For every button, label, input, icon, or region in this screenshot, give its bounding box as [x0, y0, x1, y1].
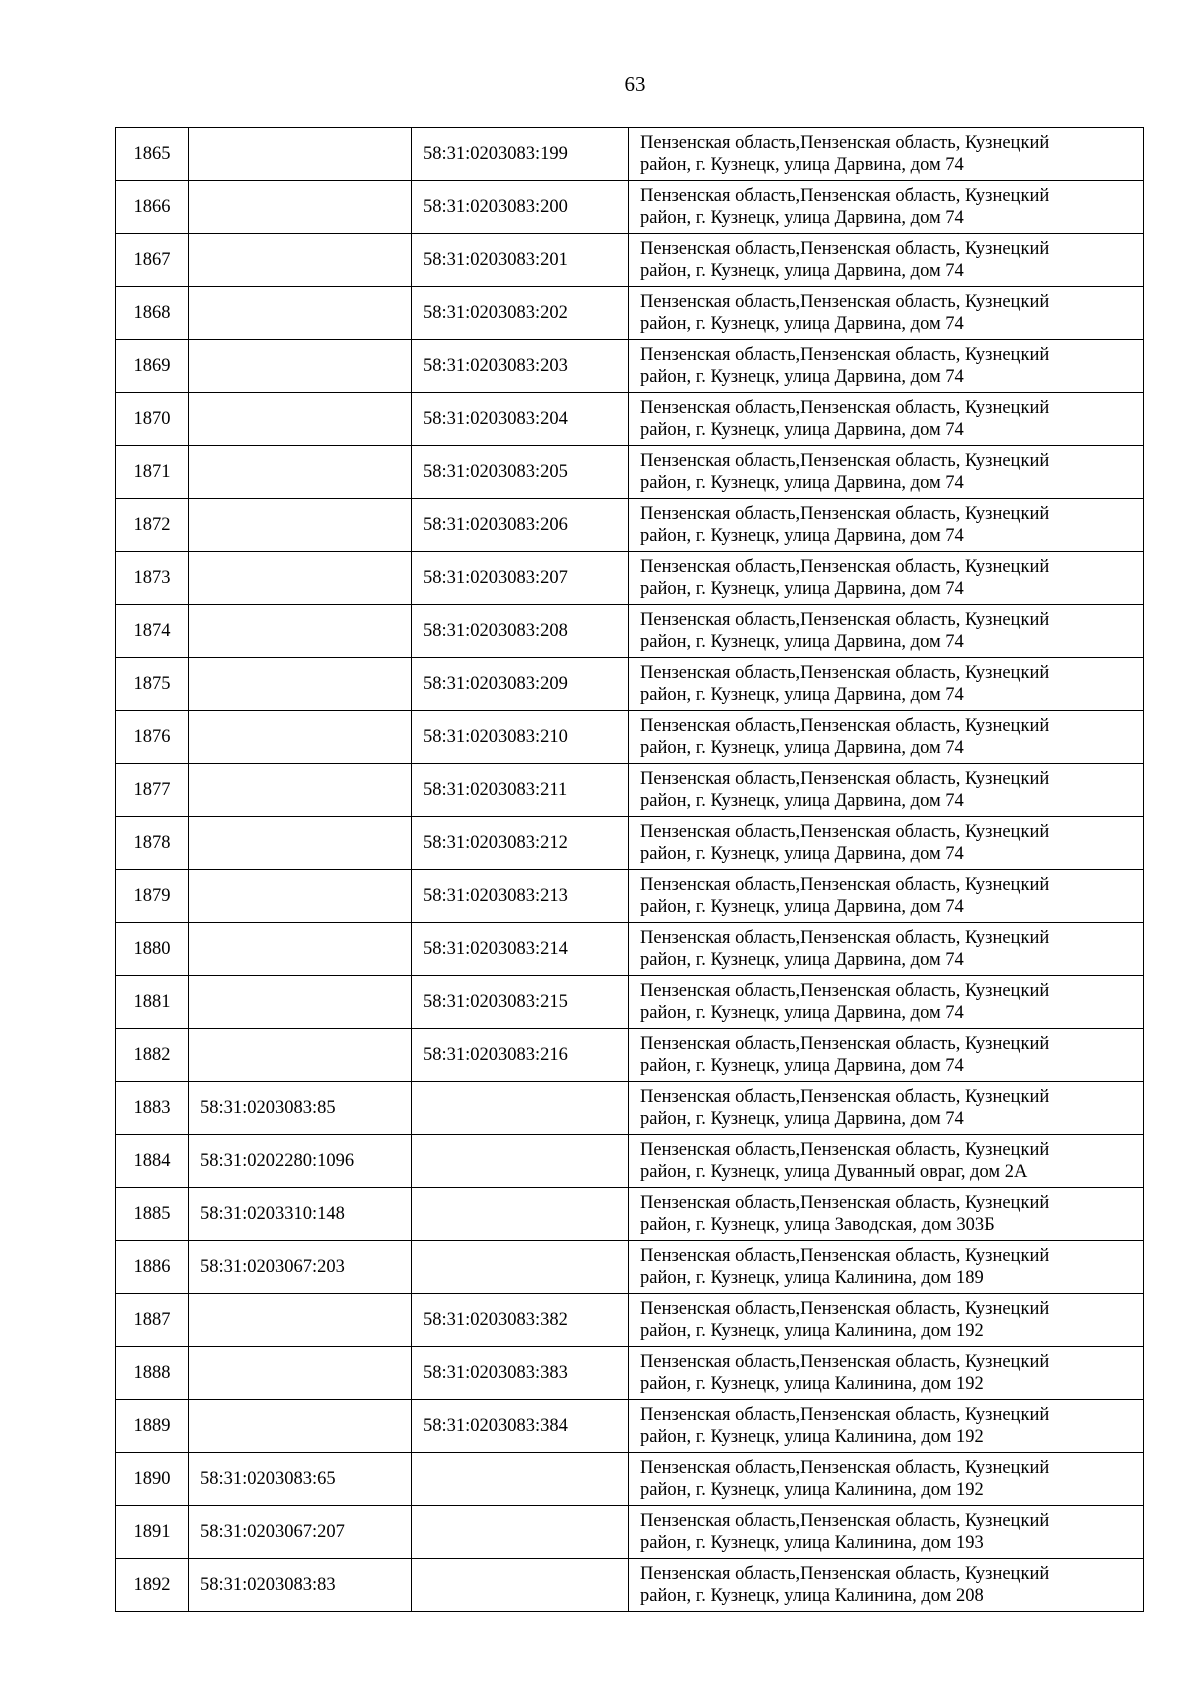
related-cadastral-number-cell: 58:31:0203083:201 — [412, 234, 629, 287]
row-number-cell: 1883 — [116, 1082, 189, 1135]
address-line-2: район, г. Кузнецк, улица Дарвина, дом 74 — [640, 897, 964, 917]
related-cadastral-number-cell — [412, 1506, 629, 1559]
address-line-1: Пензенская область,Пензенская область, Кузнецкий — [640, 1087, 1050, 1107]
table-row — [116, 446, 1144, 499]
related-cadastral-number-cell: 58:31:0203083:206 — [412, 499, 629, 552]
address-cell — [629, 552, 1144, 605]
address-line-2: район, г. Кузнецк, улица Дарвина, дом 74 — [640, 1003, 964, 1023]
address-line-1: Пензенская область,Пензенская область, Кузнецкий — [640, 239, 1050, 259]
address-cell — [629, 234, 1144, 287]
address-cell — [629, 446, 1144, 499]
cadastral-number-cell — [189, 976, 412, 1029]
address-line-1: Пензенская область,Пензенская область, Кузнецкий — [640, 769, 1050, 789]
address-line-1: Пензенская область,Пензенская область, Кузнецкий — [640, 1352, 1050, 1372]
cadastral-number-cell — [189, 234, 412, 287]
cadastral-number-cell: 58:31:0203310:148 — [189, 1188, 412, 1241]
cadastral-number-cell — [189, 499, 412, 552]
address-line-1: Пензенская область,Пензенская область, Кузнецкий — [640, 398, 1050, 418]
address-line-2: район, г. Кузнецк, улица Калинина, дом 192 — [640, 1427, 984, 1447]
address-line-1: Пензенская область,Пензенская область, Кузнецкий — [640, 133, 1050, 153]
address-line-1: Пензенская область,Пензенская область, Кузнецкий — [640, 822, 1050, 842]
address-cell — [629, 499, 1144, 552]
address-line-1: Пензенская область,Пензенская область, Кузнецкий — [640, 1140, 1050, 1160]
address-line-2: район, г. Кузнецк, улица Дарвина, дом 74 — [640, 738, 964, 758]
table-row — [116, 1082, 1144, 1135]
row-number-cell: 1886 — [116, 1241, 189, 1294]
address-line-1: Пензенская область,Пензенская область, Кузнецкий — [640, 292, 1050, 312]
cadastral-number-cell: 58:31:0203067:207 — [189, 1506, 412, 1559]
related-cadastral-number-cell: 58:31:0203083:382 — [412, 1294, 629, 1347]
related-cadastral-number-cell — [412, 1082, 629, 1135]
row-number-cell: 1866 — [116, 181, 189, 234]
related-cadastral-number-cell: 58:31:0203083:200 — [412, 181, 629, 234]
table-row — [116, 1294, 1144, 1347]
table-row — [116, 764, 1144, 817]
table-row — [116, 1400, 1144, 1453]
address-line-1: Пензенская область,Пензенская область, Кузнецкий — [640, 451, 1050, 471]
address-line-2: район, г. Кузнецк, улица Дарвина, дом 74 — [640, 579, 964, 599]
row-number-cell: 1877 — [116, 764, 189, 817]
address-line-2: район, г. Кузнецк, улица Дарвина, дом 74 — [640, 473, 964, 493]
related-cadastral-number-cell: 58:31:0203083:215 — [412, 976, 629, 1029]
address-cell — [629, 1347, 1144, 1400]
address-cell — [629, 1241, 1144, 1294]
address-cell — [629, 923, 1144, 976]
address-line-1: Пензенская область,Пензенская область, Кузнецкий — [640, 1299, 1050, 1319]
table-row — [116, 287, 1144, 340]
table-row — [116, 1135, 1144, 1188]
address-line-1: Пензенская область,Пензенская область, Кузнецкий — [640, 1246, 1050, 1266]
address-line-1: Пензенская область,Пензенская область, Кузнецкий — [640, 557, 1050, 577]
table-row — [116, 870, 1144, 923]
address-cell — [629, 870, 1144, 923]
table-row — [116, 181, 1144, 234]
address-line-2: район, г. Кузнецк, улица Калинина, дом 189 — [640, 1268, 984, 1288]
related-cadastral-number-cell: 58:31:0203083:208 — [412, 605, 629, 658]
cadastral-number-cell — [189, 181, 412, 234]
related-cadastral-number-cell: 58:31:0203083:383 — [412, 1347, 629, 1400]
related-cadastral-number-cell: 58:31:0203083:211 — [412, 764, 629, 817]
row-number-cell: 1867 — [116, 234, 189, 287]
cadastral-number-cell — [189, 1029, 412, 1082]
cadastral-number-cell — [189, 923, 412, 976]
property-table — [115, 127, 1144, 1612]
row-number-cell: 1874 — [116, 605, 189, 658]
address-line-1: Пензенская область,Пензенская область, Кузнецкий — [640, 186, 1050, 206]
cadastral-number-cell — [189, 1347, 412, 1400]
related-cadastral-number-cell — [412, 1188, 629, 1241]
row-number-cell: 1891 — [116, 1506, 189, 1559]
cadastral-number-cell — [189, 870, 412, 923]
address-line-2: район, г. Кузнецк, улица Калинина, дом 193 — [640, 1533, 984, 1553]
table-row — [116, 1347, 1144, 1400]
address-line-1: Пензенская область,Пензенская область, Кузнецкий — [640, 875, 1050, 895]
address-cell — [629, 658, 1144, 711]
address-cell — [629, 1400, 1144, 1453]
address-line-1: Пензенская область,Пензенская область, Кузнецкий — [640, 1405, 1050, 1425]
address-line-2: район, г. Кузнецк, улица Дарвина, дом 74 — [640, 155, 964, 175]
address-line-1: Пензенская область,Пензенская область, Кузнецкий — [640, 1511, 1050, 1531]
row-number-cell: 1882 — [116, 1029, 189, 1082]
related-cadastral-number-cell: 58:31:0203083:199 — [412, 128, 629, 181]
address-line-2: район, г. Кузнецк, улица Дарвина, дом 74 — [640, 420, 964, 440]
address-line-2: район, г. Кузнецк, улица Дарвина, дом 74 — [640, 632, 964, 652]
address-line-2: район, г. Кузнецк, улица Дарвина, дом 74 — [640, 685, 964, 705]
address-cell — [629, 1453, 1144, 1506]
address-cell — [629, 1294, 1144, 1347]
address-line-1: Пензенская область,Пензенская область, Кузнецкий — [640, 981, 1050, 1001]
row-number-cell: 1870 — [116, 393, 189, 446]
related-cadastral-number-cell: 58:31:0203083:212 — [412, 817, 629, 870]
address-line-2: район, г. Кузнецк, улица Дарвина, дом 74 — [640, 261, 964, 281]
related-cadastral-number-cell: 58:31:0203083:209 — [412, 658, 629, 711]
table-row — [116, 1453, 1144, 1506]
table-row — [116, 1188, 1144, 1241]
table-row — [116, 340, 1144, 393]
cadastral-number-cell — [189, 552, 412, 605]
cadastral-number-cell: 58:31:0203083:83 — [189, 1559, 412, 1612]
related-cadastral-number-cell: 58:31:0203083:205 — [412, 446, 629, 499]
cadastral-number-cell: 58:31:0203083:65 — [189, 1453, 412, 1506]
address-cell — [629, 764, 1144, 817]
cadastral-number-cell — [189, 287, 412, 340]
table-row — [116, 711, 1144, 764]
address-line-1: Пензенская область,Пензенская область, Кузнецкий — [640, 1034, 1050, 1054]
related-cadastral-number-cell: 58:31:0203083:210 — [412, 711, 629, 764]
row-number-cell: 1873 — [116, 552, 189, 605]
table-row — [116, 393, 1144, 446]
row-number-cell: 1889 — [116, 1400, 189, 1453]
cadastral-number-cell: 58:31:0203067:203 — [189, 1241, 412, 1294]
cadastral-number-cell — [189, 711, 412, 764]
cadastral-number-cell — [189, 817, 412, 870]
address-line-2: район, г. Кузнецк, улица Дарвина, дом 74 — [640, 950, 964, 970]
address-cell — [629, 287, 1144, 340]
row-number-cell: 1887 — [116, 1294, 189, 1347]
related-cadastral-number-cell: 58:31:0203083:207 — [412, 552, 629, 605]
row-number-cell: 1876 — [116, 711, 189, 764]
row-number-cell: 1871 — [116, 446, 189, 499]
cadastral-number-cell — [189, 764, 412, 817]
row-number-cell: 1885 — [116, 1188, 189, 1241]
address-line-2: район, г. Кузнецк, улица Дарвина, дом 74 — [640, 1056, 964, 1076]
related-cadastral-number-cell: 58:31:0203083:203 — [412, 340, 629, 393]
table-row — [116, 1241, 1144, 1294]
table-body — [116, 128, 1144, 1612]
related-cadastral-number-cell — [412, 1135, 629, 1188]
table-row — [116, 1029, 1144, 1082]
address-line-2: район, г. Кузнецк, улица Калинина, дом 208 — [640, 1586, 984, 1606]
address-line-1: Пензенская область,Пензенская область, Кузнецкий — [640, 716, 1050, 736]
cadastral-number-cell — [189, 1294, 412, 1347]
table-row — [116, 976, 1144, 1029]
address-line-2: район, г. Кузнецк, улица Калинина, дом 192 — [640, 1480, 984, 1500]
cadastral-number-cell — [189, 1400, 412, 1453]
address-cell — [629, 340, 1144, 393]
row-number-cell: 1892 — [116, 1559, 189, 1612]
address-cell — [629, 1559, 1144, 1612]
address-line-2: район, г. Кузнецк, улица Дарвина, дом 74 — [640, 367, 964, 387]
address-cell — [629, 128, 1144, 181]
address-line-1: Пензенская область,Пензенская область, Кузнецкий — [640, 1458, 1050, 1478]
table-row — [116, 499, 1144, 552]
address-line-1: Пензенская область,Пензенская область, Кузнецкий — [640, 504, 1050, 524]
related-cadastral-number-cell — [412, 1241, 629, 1294]
address-line-2: район, г. Кузнецк, улица Дуванный овраг, дом 2А — [640, 1162, 1028, 1182]
address-line-2: район, г. Кузнецк, улица Дарвина, дом 74 — [640, 314, 964, 334]
address-cell — [629, 1082, 1144, 1135]
table-row — [116, 923, 1144, 976]
address-line-2: район, г. Кузнецк, улица Дарвина, дом 74 — [640, 791, 964, 811]
row-number-cell: 1878 — [116, 817, 189, 870]
cadastral-number-cell — [189, 605, 412, 658]
related-cadastral-number-cell — [412, 1453, 629, 1506]
address-line-2: район, г. Кузнецк, улица Заводская, дом 303Б — [640, 1215, 995, 1235]
related-cadastral-number-cell — [412, 1559, 629, 1612]
related-cadastral-number-cell: 58:31:0203083:216 — [412, 1029, 629, 1082]
table-row — [116, 605, 1144, 658]
cadastral-number-cell — [189, 340, 412, 393]
address-line-2: район, г. Кузнецк, улица Дарвина, дом 74 — [640, 208, 964, 228]
address-cell — [629, 1188, 1144, 1241]
table-row — [116, 658, 1144, 711]
table-row — [116, 817, 1144, 870]
address-line-2: район, г. Кузнецк, улица Калинина, дом 192 — [640, 1374, 984, 1394]
related-cadastral-number-cell: 58:31:0203083:384 — [412, 1400, 629, 1453]
cadastral-number-cell: 58:31:0203083:85 — [189, 1082, 412, 1135]
row-number-cell: 1875 — [116, 658, 189, 711]
table-row — [116, 1506, 1144, 1559]
row-number-cell: 1884 — [116, 1135, 189, 1188]
address-cell — [629, 393, 1144, 446]
address-line-1: Пензенская область,Пензенская область, Кузнецкий — [640, 610, 1050, 630]
row-number-cell: 1869 — [116, 340, 189, 393]
row-number-cell: 1868 — [116, 287, 189, 340]
row-number-cell: 1880 — [116, 923, 189, 976]
address-line-2: район, г. Кузнецк, улица Калинина, дом 192 — [640, 1321, 984, 1341]
related-cadastral-number-cell: 58:31:0203083:202 — [412, 287, 629, 340]
address-line-1: Пензенская область,Пензенская область, Кузнецкий — [640, 1564, 1050, 1584]
address-cell — [629, 817, 1144, 870]
address-line-1: Пензенская область,Пензенская область, Кузнецкий — [640, 1193, 1050, 1213]
cadastral-number-cell — [189, 446, 412, 499]
address-line-1: Пензенская область,Пензенская область, Кузнецкий — [640, 928, 1050, 948]
cadastral-number-cell — [189, 128, 412, 181]
table-row — [116, 552, 1144, 605]
address-line-1: Пензенская область,Пензенская область, Кузнецкий — [640, 663, 1050, 683]
related-cadastral-number-cell: 58:31:0203083:214 — [412, 923, 629, 976]
row-number-cell: 1890 — [116, 1453, 189, 1506]
address-cell — [629, 1135, 1144, 1188]
address-cell — [629, 711, 1144, 764]
address-line-2: район, г. Кузнецк, улица Дарвина, дом 74 — [640, 844, 964, 864]
related-cadastral-number-cell: 58:31:0203083:213 — [412, 870, 629, 923]
table-row — [116, 1559, 1144, 1612]
cadastral-number-cell — [189, 393, 412, 446]
table-row — [116, 234, 1144, 287]
address-cell — [629, 605, 1144, 658]
row-number-cell: 1888 — [116, 1347, 189, 1400]
address-cell — [629, 1506, 1144, 1559]
address-cell — [629, 1029, 1144, 1082]
address-line-2: район, г. Кузнецк, улица Дарвина, дом 74 — [640, 1109, 964, 1129]
page-number: 63 — [624, 72, 646, 96]
related-cadastral-number-cell: 58:31:0203083:204 — [412, 393, 629, 446]
row-number-cell: 1881 — [116, 976, 189, 1029]
address-line-1: Пензенская область,Пензенская область, Кузнецкий — [640, 345, 1050, 365]
address-line-2: район, г. Кузнецк, улица Дарвина, дом 74 — [640, 526, 964, 546]
row-number-cell: 1879 — [116, 870, 189, 923]
cadastral-number-cell: 58:31:0202280:1096 — [189, 1135, 412, 1188]
address-cell — [629, 976, 1144, 1029]
address-cell — [629, 181, 1144, 234]
row-number-cell: 1865 — [116, 128, 189, 181]
row-number-cell: 1872 — [116, 499, 189, 552]
cadastral-number-cell — [189, 658, 412, 711]
table-row — [116, 128, 1144, 181]
